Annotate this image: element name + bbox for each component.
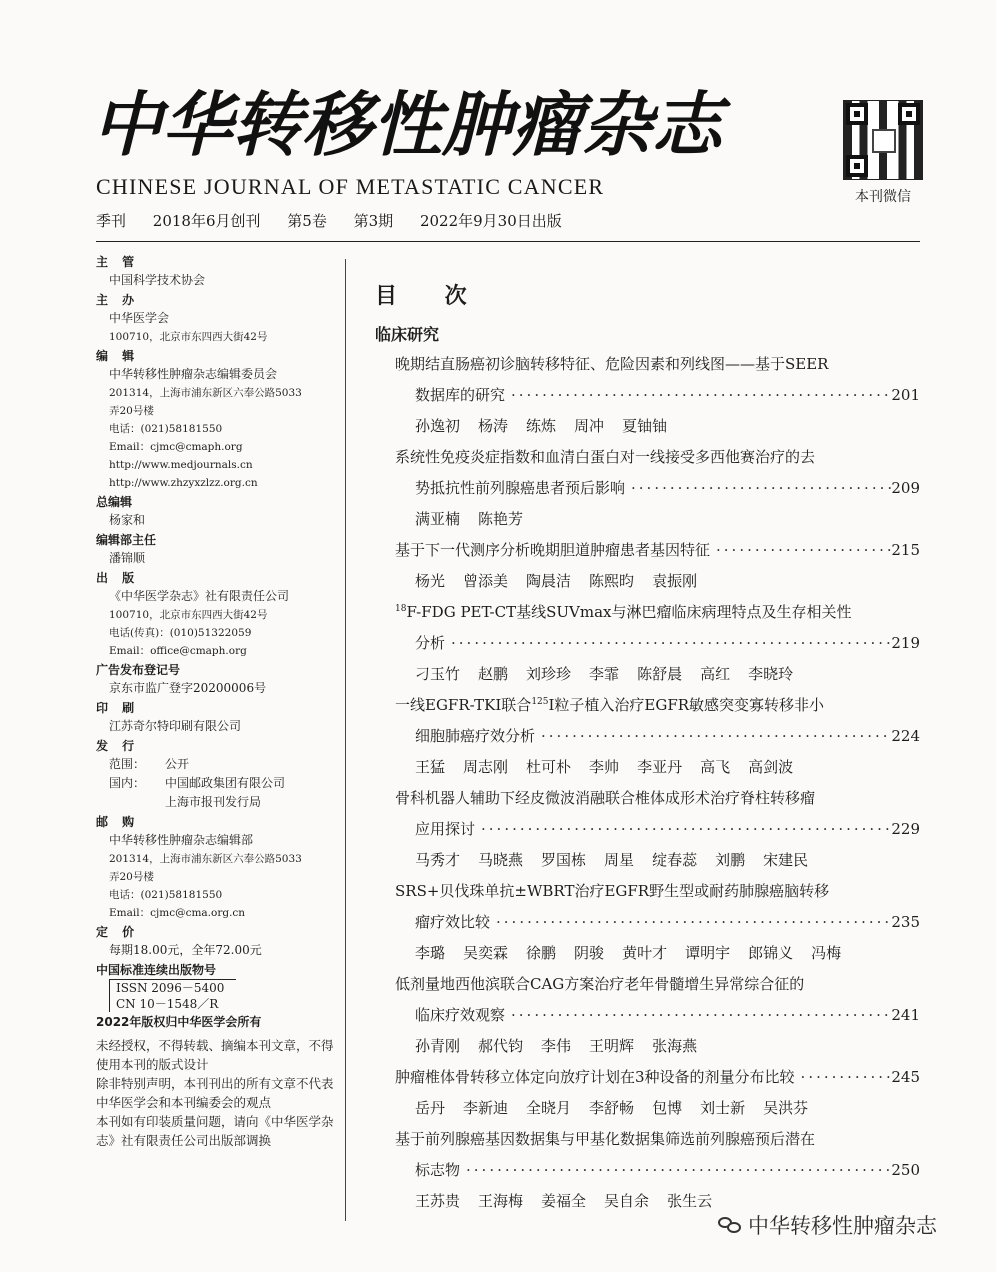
imprint-label: 印 刷 xyxy=(96,701,140,715)
imprint-email: Email：office@cmaph.org xyxy=(109,645,247,657)
title-text: 分析 xyxy=(415,634,446,652)
author-name: 绽春蕊 xyxy=(652,851,698,869)
imprint-label: 发 行 xyxy=(96,739,140,753)
imprint-line: 中华转移性肿瘤杂志编辑委员会 xyxy=(109,367,278,381)
author-name: 王明辉 xyxy=(589,1037,635,1055)
title-text: 临床疗效观察 xyxy=(415,1006,506,1024)
article-title-cont[interactable] xyxy=(395,1155,920,1186)
article-title[interactable] xyxy=(395,690,920,721)
author-name: 杨涛 xyxy=(478,417,509,435)
title-text: 骨科机器人辅助下经皮微波消融联合椎体成形术治疗脊柱转移瘤 xyxy=(395,789,816,807)
author-name: 冯梅 xyxy=(811,944,842,962)
notice-text: 本刊如有印装质量问题，请向《中华医学杂志》社有限责任公司出版部调换 xyxy=(96,1114,334,1148)
toc-category: 临床研究 xyxy=(375,325,440,344)
article-title-cont[interactable] xyxy=(395,721,920,752)
toc-entry[interactable] xyxy=(395,1062,920,1124)
title-text: 晚期结直肠癌初诊脑转移特征、危险因素和列线图——基于SEER xyxy=(395,355,829,373)
toc-list xyxy=(395,349,920,1217)
page-number[interactable]: 241 xyxy=(891,1006,920,1024)
imprint-line: 100710，北京市东四西大街42号 xyxy=(109,331,268,343)
imprint-line: 201314，上海市浦东新区六奉公路5033 xyxy=(109,853,302,865)
article-title[interactable] xyxy=(395,1062,920,1093)
author-name: 李霏 xyxy=(589,665,620,683)
toc-entry[interactable] xyxy=(395,597,920,690)
author-name: 李帅 xyxy=(589,758,620,776)
author-name: 刘鹏 xyxy=(715,851,746,869)
imprint-label: 主 办 xyxy=(96,293,140,307)
serial-label: 中国标准连续出版物号 xyxy=(96,963,217,977)
title-text: SRS+贝伐珠单抗±WBRT治疗EGFR野生型或耐药肺腺癌脑转移 xyxy=(395,882,830,900)
imprint-line: 电话：(021)58181550 xyxy=(109,889,223,901)
issn: ISSN 2096－5400 xyxy=(116,981,225,995)
notice-text: 未经授权，不得转载、摘编本刊文章，不得使用本刊的版式设计 xyxy=(96,1038,334,1072)
imprint-label: 总编辑 xyxy=(96,495,133,509)
author-name: 阴骏 xyxy=(574,944,605,962)
leader-dots xyxy=(475,814,891,845)
article-title[interactable] xyxy=(395,535,920,566)
author-name: 王苏贵 xyxy=(415,1192,461,1210)
toc-entry[interactable] xyxy=(395,1124,920,1217)
article-title-cont[interactable] xyxy=(395,1000,920,1031)
imprint-line: 中国科学技术协会 xyxy=(109,273,206,287)
qr-caption: 本刊微信 xyxy=(855,189,911,205)
author-list xyxy=(395,1093,920,1124)
author-name: 郝代钧 xyxy=(478,1037,524,1055)
toc-entry[interactable] xyxy=(395,783,920,876)
imprint-line: 京东市监广登字20200006号 xyxy=(109,681,267,695)
qr-code-icon[interactable] xyxy=(843,100,923,180)
imprint-email: Email：cjmc@cma.org.cn xyxy=(109,907,246,919)
distribution-domestic: 上海市报刊发行局 xyxy=(165,795,262,809)
author-name: 罗国栋 xyxy=(541,851,587,869)
title-text: 低剂量地西他滨联合CAG方案治疗老年骨髓增生异常综合征的 xyxy=(395,975,805,993)
author-name: 高飞 xyxy=(700,758,731,776)
author-name: 赵鹏 xyxy=(478,665,509,683)
isotope-superscript: 125 xyxy=(531,697,549,707)
title-text: I粒子植入治疗EGFR敏感突变寡转移非小 xyxy=(548,696,825,714)
author-name: 马秀才 xyxy=(415,851,461,869)
toc-entry[interactable] xyxy=(395,690,920,783)
page-number[interactable]: 224 xyxy=(891,727,920,745)
journal-title-en: CHINESE JOURNAL OF METASTATIC CANCER xyxy=(96,174,605,199)
author-name: 李舒畅 xyxy=(589,1099,635,1117)
author-name: 周冲 xyxy=(574,417,605,435)
author-list xyxy=(395,752,920,783)
imprint-label: 主 管 xyxy=(96,255,140,269)
issue-info xyxy=(96,210,584,231)
isotope-superscript: 18 xyxy=(395,604,407,614)
article-title-cont[interactable] xyxy=(395,380,920,411)
author-name: 岳丹 xyxy=(415,1099,446,1117)
imprint-label: 编 辑 xyxy=(96,349,140,363)
page-number[interactable]: 229 xyxy=(891,820,920,838)
article-title-cont[interactable] xyxy=(395,473,920,504)
imprint-line: 中华医学会 xyxy=(109,311,170,325)
imprint-line: 中华转移性肿瘤杂志编辑部 xyxy=(109,833,254,847)
author-name: 宋建民 xyxy=(763,851,809,869)
issue-frequency: 季刊 xyxy=(96,212,127,230)
author-name: 包博 xyxy=(652,1099,683,1117)
issn-box xyxy=(109,979,236,1012)
author-name: 王猛 xyxy=(415,758,446,776)
page-number[interactable]: 250 xyxy=(891,1161,920,1179)
imprint-line: 100710，北京市东四西大街42号 xyxy=(109,609,268,621)
page-number[interactable]: 219 xyxy=(891,634,920,652)
title-text: 瘤疗效比较 xyxy=(415,913,491,931)
author-list xyxy=(395,659,920,690)
author-name: 吴奕霖 xyxy=(463,944,509,962)
imprint-line: 杨家和 xyxy=(109,513,146,527)
article-title-cont[interactable] xyxy=(395,628,920,659)
issue-volume: 第5卷 xyxy=(287,212,327,230)
leader-dots xyxy=(490,907,891,938)
author-name: 周志刚 xyxy=(463,758,509,776)
title-text: 数据库的研究 xyxy=(415,386,506,404)
author-name: 谭明宇 xyxy=(685,944,731,962)
distribution-domestic: 国内： 中国邮政集团有限公司 xyxy=(109,776,286,790)
leader-dots xyxy=(710,535,891,566)
title-text: 一线EGFR-TKI联合 xyxy=(395,696,532,714)
author-name: 李璐 xyxy=(415,944,446,962)
article-title[interactable] xyxy=(395,349,920,380)
imprint-line: 弄20号楼 xyxy=(109,405,154,417)
issue-number: 第3期 xyxy=(353,212,394,230)
imprint-url[interactable]: http://www.zhzyxzlzz.org.cn xyxy=(109,477,258,489)
article-title[interactable] xyxy=(395,1124,920,1155)
author-name: 吴洪芬 xyxy=(763,1099,809,1117)
author-name: 李晓玲 xyxy=(748,665,794,683)
author-name: 王海梅 xyxy=(478,1192,524,1210)
article-title-cont[interactable] xyxy=(395,907,920,938)
title-text: 肿瘤椎体骨转移立体定向放疗计划在3种设备的剂量分布比较 xyxy=(395,1068,795,1086)
article-title[interactable] xyxy=(395,876,920,907)
author-name: 张生云 xyxy=(667,1192,713,1210)
article-title[interactable] xyxy=(395,783,920,814)
imprint-label: 邮 购 xyxy=(96,815,140,829)
title-text: 基于下一代测序分析晚期胆道肿瘤患者基因特征 xyxy=(395,541,711,559)
imprint-line: 弄20号楼 xyxy=(109,871,154,883)
page-number[interactable]: 201 xyxy=(891,386,920,404)
imprint-url[interactable]: http://www.medjournals.cn xyxy=(109,459,253,471)
author-name: 满亚楠 xyxy=(415,510,461,528)
title-text: F-FDG PET-CT基线SUVmax与淋巴瘤临床病理特点及生存相关性 xyxy=(406,603,852,621)
author-name: 陶晨洁 xyxy=(526,572,572,590)
imprint-line: 江苏奇尔特印刷有限公司 xyxy=(109,719,242,733)
author-name: 孙逸初 xyxy=(415,417,461,435)
author-name: 周星 xyxy=(604,851,635,869)
author-name: 马晓燕 xyxy=(478,851,524,869)
journal-title-cn: 中华转移性肿瘤杂志 xyxy=(92,83,722,166)
leader-dots xyxy=(625,473,891,504)
author-name: 黄叶才 xyxy=(622,944,668,962)
leader-dots xyxy=(460,1155,891,1186)
author-list xyxy=(395,845,920,876)
imprint-line: 潘锦顺 xyxy=(109,551,146,565)
watermark-text: 中华转移性肿瘤杂志 xyxy=(748,1214,937,1238)
title-text: 应用探讨 xyxy=(415,820,476,838)
author-name: 陈舒晨 xyxy=(637,665,683,683)
title-text: 基于前列腺癌基因数据集与甲基化数据集筛选前列腺癌预后潜在 xyxy=(395,1130,816,1148)
author-name: 曾添美 xyxy=(463,572,509,590)
imprint-label: 编辑部主任 xyxy=(96,533,157,547)
issue-date: 2022年9月30日出版 xyxy=(419,212,562,230)
wechat-watermark xyxy=(718,1210,937,1240)
author-list xyxy=(395,1031,920,1062)
author-name: 陈艳芳 xyxy=(478,510,524,528)
author-name: 刘珍珍 xyxy=(526,665,572,683)
leader-dots xyxy=(535,721,891,752)
author-list xyxy=(395,504,920,535)
article-title-cont[interactable] xyxy=(395,814,920,845)
author-name: 郎锦义 xyxy=(748,944,794,962)
toc-entry[interactable] xyxy=(395,535,920,597)
wechat-icon xyxy=(718,1215,742,1235)
imprint-label: 定 价 xyxy=(96,925,140,939)
author-name: 陈熙昀 xyxy=(589,572,635,590)
toc-entry[interactable] xyxy=(395,349,920,442)
article-title[interactable] xyxy=(395,969,920,1000)
title-text: 细胞肺癌疗效分析 xyxy=(415,727,536,745)
title-text: 势抵抗性前列腺癌患者预后影响 xyxy=(415,479,626,497)
author-name: 李伟 xyxy=(541,1037,572,1055)
notice-text: 除非特别声明，本刊刊出的所有文章不代表中华医学会和本刊编委会的观点 xyxy=(96,1076,334,1110)
distribution-scope: 范围： 公开 xyxy=(109,757,190,771)
toc-heading: 目 次 xyxy=(375,284,487,309)
imprint-line: 201314，上海市浦东新区六奉公路5033 xyxy=(109,387,302,399)
author-name: 高红 xyxy=(700,665,731,683)
author-name: 练炼 xyxy=(526,417,557,435)
author-name: 李亚丹 xyxy=(637,758,683,776)
author-list xyxy=(395,566,920,597)
column-divider xyxy=(345,259,346,1221)
copyright: 2022年版权归中华医学会所有 xyxy=(96,1015,262,1029)
author-name: 杜可朴 xyxy=(526,758,572,776)
article-title[interactable] xyxy=(395,442,920,473)
author-name: 张海燕 xyxy=(652,1037,698,1055)
author-name: 孙青刚 xyxy=(415,1037,461,1055)
imprint-email: Email：cjmc@cmaph.org xyxy=(109,441,243,453)
toc-entry[interactable] xyxy=(395,969,920,1062)
title-text: 系统性免疫炎症指数和血清白蛋白对一线接受多西他赛治疗的去 xyxy=(395,448,816,466)
cn-number: CN 10－1548／R xyxy=(116,997,219,1011)
leader-dots xyxy=(505,380,891,411)
toc-entry[interactable] xyxy=(395,876,920,969)
author-name: 全晓月 xyxy=(526,1099,572,1117)
issue-founded: 2018年6月创刊 xyxy=(152,212,261,230)
page-number[interactable]: 209 xyxy=(891,479,920,497)
author-list xyxy=(395,938,920,969)
article-title[interactable] xyxy=(395,597,920,628)
author-name: 姜福全 xyxy=(541,1192,587,1210)
leader-dots xyxy=(505,1000,891,1031)
author-list xyxy=(395,411,920,442)
imprint-panel xyxy=(96,252,340,1150)
imprint-line: 《中华医学杂志》社有限责任公司 xyxy=(109,589,290,603)
imprint-label: 出 版 xyxy=(96,571,140,585)
author-name: 夏铀铀 xyxy=(622,417,668,435)
author-name: 袁振刚 xyxy=(652,572,698,590)
leader-dots xyxy=(445,628,891,659)
imprint-line: 电话(传真)：(010)51322059 xyxy=(109,627,252,639)
leader-dots xyxy=(795,1062,892,1093)
notices xyxy=(96,1036,340,1150)
author-name: 高剑波 xyxy=(748,758,794,776)
author-name: 刁玉竹 xyxy=(415,665,461,683)
author-name: 杨光 xyxy=(415,572,446,590)
page-number[interactable]: 215 xyxy=(891,541,920,559)
price-line: 每期18.00元，全年72.00元 xyxy=(109,943,262,957)
header-divider xyxy=(96,241,920,242)
page-number[interactable]: 235 xyxy=(891,913,920,931)
author-name: 李新迪 xyxy=(463,1099,509,1117)
title-text: 标志物 xyxy=(415,1161,461,1179)
imprint-line: 电话：(021)58181550 xyxy=(109,423,223,435)
page-number[interactable]: 245 xyxy=(891,1068,920,1086)
author-name: 刘士新 xyxy=(700,1099,746,1117)
author-name: 吴自余 xyxy=(604,1192,650,1210)
author-name: 徐鹏 xyxy=(526,944,557,962)
toc-entry[interactable] xyxy=(395,442,920,535)
imprint-label: 广告发布登记号 xyxy=(96,663,181,677)
